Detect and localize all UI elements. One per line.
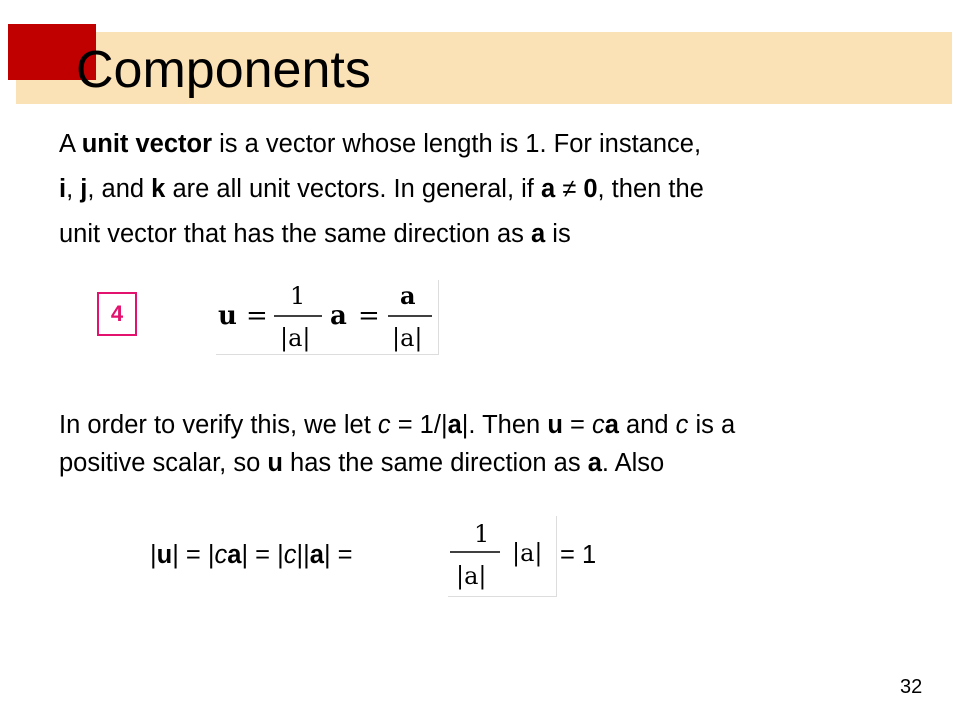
formula-denominator-2: |a|: [392, 324, 423, 352]
formula-numerator-1: 1: [290, 282, 306, 310]
norm-fraction-formula: [448, 516, 557, 597]
formula-denominator-1: |a|: [280, 324, 311, 352]
formula-numerator-2: a: [400, 281, 416, 310]
norm-abs-a: |a|: [512, 539, 543, 567]
formula-a: a: [330, 301, 347, 331]
paragraph-verification: In order to verify this, we let c = 1/|a|. Then u = ca and c is a positive scalar, so u has the same direction as a. Also: [59, 411, 736, 477]
norm-denominator: |a|: [456, 562, 487, 590]
formula-equals-2: =: [358, 301, 380, 331]
formula-u: u: [218, 301, 237, 331]
slide-title: Components: [76, 41, 371, 99]
formula-equals-1: =: [246, 301, 268, 331]
norm-numerator: 1: [474, 520, 490, 548]
page-number: 32: [900, 676, 923, 698]
norm-equation-text: |u| = |ca| = |c||a| =: [150, 541, 353, 569]
paragraph-unit-vector-definition: A unit vector is a vector whose length is 1. For instance, i, j, and k are all unit vectors. In general, if a ≠ 0, then the unit vector that has the same direction as a is: [59, 130, 704, 248]
unit-vector-formula: [216, 280, 439, 355]
norm-equation-result: = 1: [560, 541, 597, 569]
equation-number-badge: 4: [97, 292, 137, 336]
